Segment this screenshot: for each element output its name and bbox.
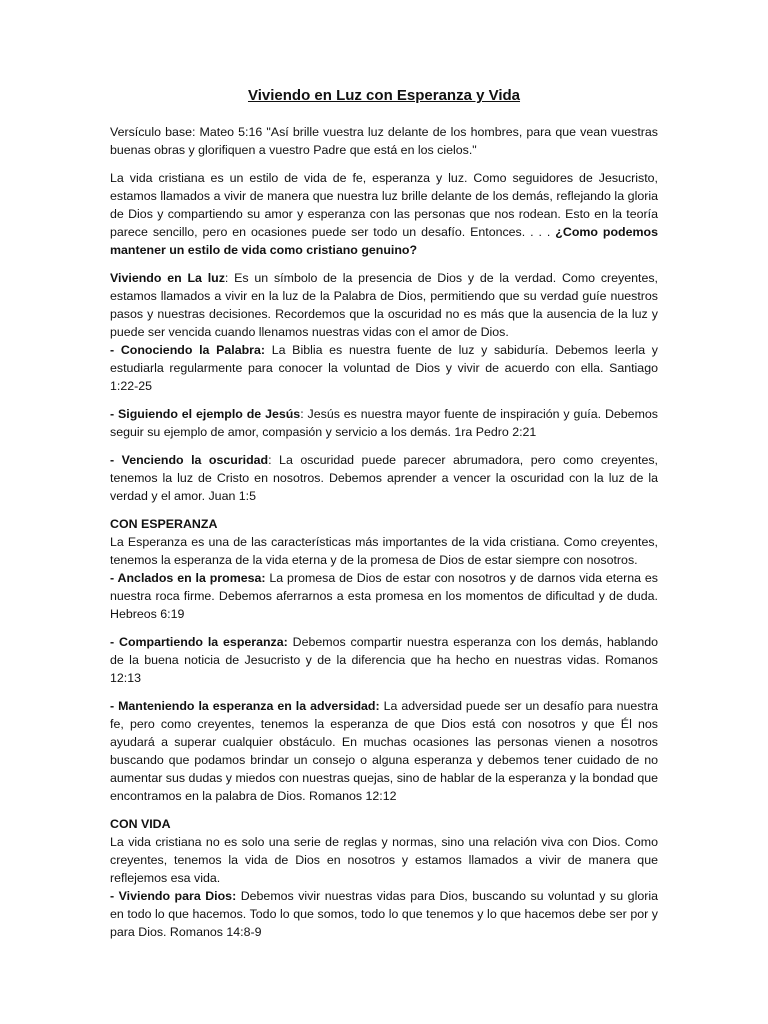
luz-point-3-text: : La oscuridad puede parecer abrumadora, pero como creyentes, tenemos la luz de Cristo en nosotros. Debemos aprender a vencer la oscuridad con la luz de la verdad y el amor. Juan 1:5: [110, 453, 658, 503]
esperanza-text: La Esperanza es una de las características más importantes de la vida cristiana. Como creyentes, tenemos la esperanza de la vida eterna y de la promesa de Dios de estar siempre con nosotros.: [110, 535, 658, 567]
vida-text: La vida cristiana no es solo una serie de reglas y normas, sino una relación viva con Dios. Como creyentes, tenemos la vida de Dios en nosotros y estamos llamados a vivir de manera que reflejemos esa vida.: [110, 835, 658, 885]
luz-point-1: [110, 341, 658, 395]
intro-question: ¿Como podemos mantener un estilo de vida como cristiano genuino?: [110, 225, 658, 257]
luz-heading: Viviendo en La luz: [110, 271, 225, 285]
luz-point-3: [110, 451, 658, 505]
esperanza-section: [110, 515, 658, 569]
luz-point-2: [110, 405, 658, 441]
vida-point-1: [110, 887, 658, 941]
esperanza-point-3-label: - Manteniendo la esperanza en la adversidad:: [110, 699, 380, 713]
esperanza-point-1-text: La promesa de Dios de estar con nosotros y de darnos vida eterna es nuestra roca firme. Debemos aferrarnos a esta promesa en los momentos de dificultad y de duda. Hebreos 6:19: [110, 571, 658, 621]
base-verse: Versículo base: Mateo 5:16 "Así brille vuestra luz delante de los hombres, para que vean vuestras buenas obras y glorifiquen a vuestro Padre que está en los cielos.": [110, 125, 658, 157]
esperanza-point-2-text: Debemos compartir nuestra esperanza con los demás, hablando de la buena noticia de Jesucristo y de la diferencia que ha hecho en nuestras vidas. Romanos 12:13: [110, 635, 658, 685]
intro-paragraph: [110, 169, 658, 259]
luz-paragraph: [110, 269, 658, 341]
esperanza-point-3: [110, 697, 658, 805]
luz-point-1-text: La Biblia es nuestra fuente de luz y sabiduría. Debemos leerla y estudiarla regularmente para conocer la voluntad de Dios y vivir de acuerdo con ella. Santiago 1:22-25: [110, 343, 658, 393]
esperanza-point-3-text: La adversidad puede ser un desafío para nuestra fe, pero como creyentes, tenemos la esperanza de que Dios está con nosotros y que Él nos ayudará a superar cualquier obstáculo. En muchas ocasiones las personas vienen a nosotros buscando que podamos brindar un consejo o alguna esperanza y debemos tener cuidado de no aumentar sus dudas y miedos con nuestras quejas, sino de hablar de la esperanza y la bondad que encontramos en la palabra de Dios. Romanos 12:12: [110, 699, 658, 803]
luz-point-1-label: - Conociendo la Palabra:: [110, 343, 266, 357]
esperanza-heading: CON ESPERANZA: [110, 517, 218, 531]
luz-point-2-text: : Jesús es nuestra mayor fuente de inspiración y guía. Debemos seguir su ejemplo de amor, compasión y servicio a los demás. 1ra Pedro 2:21: [110, 407, 658, 439]
vida-point-1-label: - Viviendo para Dios:: [110, 889, 237, 903]
esperanza-point-1-label: - Anclados en la promesa:: [110, 571, 266, 585]
vida-section: [110, 815, 658, 887]
intro-text: La vida cristiana es un estilo de vida de fe, esperanza y luz. Como seguidores de Jesucristo, estamos llamados a vivir de manera que nuestra luz brille delante de los demás, reflejando la gloria de Dios y compartiendo su amor y esperanza con las personas que nos rodean. Esto en la teoría parece sencillo, pero en ocasiones puede ser todo un desafío. Entonces. . . .: [110, 171, 658, 239]
luz-text: : Es un símbolo de la presencia de Dios y de la verdad. Como creyentes, estamos llamados a vivir en la luz de la Palabra de Dios, permitiendo que su verdad guíe nuestros pasos y nuestras decisiones. Recordemos que la oscuridad no es más que la ausencia de la luz y puede ser vencida cuando llenamos nuestras vidas con el amor de Dios.: [110, 271, 658, 339]
vida-heading: CON VIDA: [110, 817, 171, 831]
luz-point-2-label: - Siguiendo el ejemplo de Jesús: [110, 407, 301, 421]
esperanza-point-2: [110, 633, 658, 687]
luz-point-3-label: - Venciendo la oscuridad: [110, 453, 269, 467]
esperanza-point-1: [110, 569, 658, 623]
vida-point-1-text: Debemos vivir nuestras vidas para Dios, buscando su voluntad y su gloria en todo lo que hacemos. Todo lo que somos, todo lo que tenemos y lo que hacemos debe ser por y para Dios. Romanos 14:8-9: [110, 889, 658, 939]
document-title: Viviendo en Luz con Esperanza y Vida: [247, 87, 521, 104]
esperanza-point-2-label: - Compartiendo la esperanza:: [110, 635, 288, 649]
